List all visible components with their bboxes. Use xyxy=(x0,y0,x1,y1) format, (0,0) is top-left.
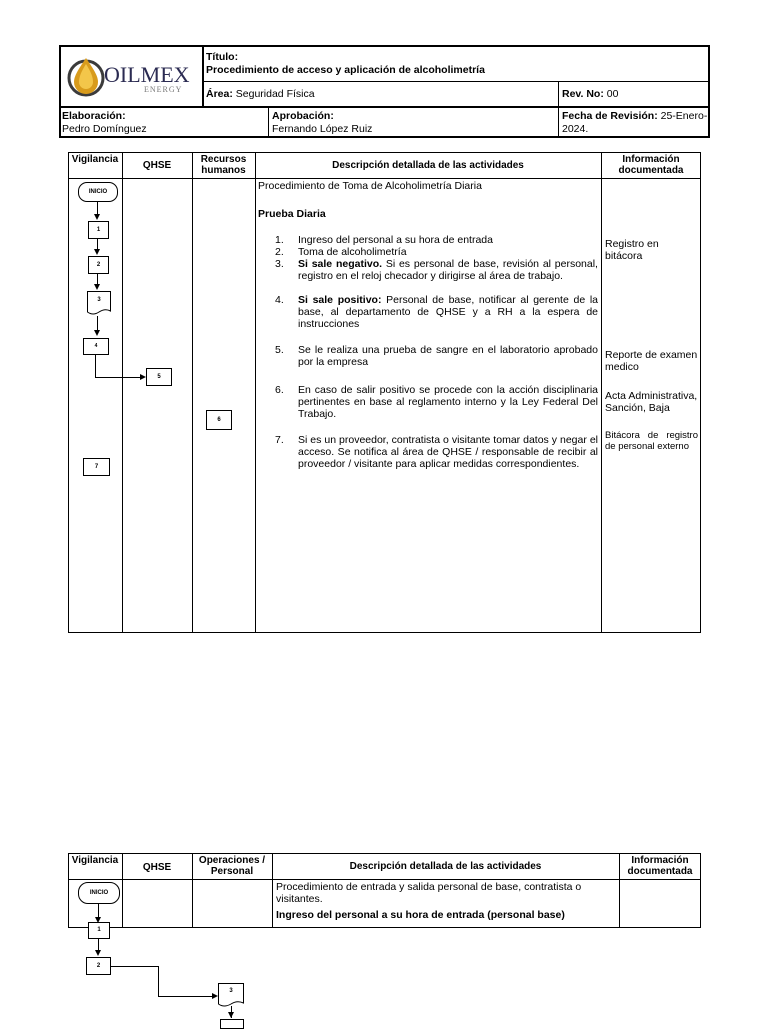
flow2-step-1: 1 xyxy=(88,922,110,939)
procedure2-intro: Procedimiento de entrada y salida personal de base, contratista o visitantes. xyxy=(276,881,582,905)
flow-step-3: 3 xyxy=(97,297,101,303)
title-label: Título: xyxy=(206,51,239,63)
fecha-label: Fecha de Revisión: xyxy=(562,110,658,122)
aprobacion-label: Aprobación: xyxy=(272,110,334,122)
rev-value: 00 xyxy=(606,88,619,100)
step-item: 5. Se le realiza una prueba de sangre en el laboratorio aprobado por la empresa xyxy=(275,344,598,368)
flow2-step-3: 3 xyxy=(229,988,233,994)
col-info-line1: Información xyxy=(622,154,680,165)
company-name: OILMEX xyxy=(104,62,190,87)
rev-field xyxy=(562,88,618,100)
procedure-subtitle: Prueba Diaria xyxy=(258,208,326,220)
area-field xyxy=(206,88,315,100)
company-subname: ENERGY xyxy=(144,85,183,94)
col2-operaciones xyxy=(192,855,272,877)
col2-info-line1: Información xyxy=(631,855,689,866)
col2-ops-line1: Operaciones / xyxy=(198,855,266,866)
col2-descripcion: Descripción detallada de las actividades xyxy=(349,861,542,872)
flow-step-7: 7 xyxy=(83,458,110,476)
col2-ops-line2: Personal xyxy=(210,866,254,877)
col2-vigilancia: Vigilancia xyxy=(71,855,119,866)
procedure2-subtitle: Ingreso del personal a su hora de entrada (personal base) xyxy=(276,909,565,921)
col2-info-line2: documentada xyxy=(627,866,693,877)
oil-drop-icon xyxy=(66,54,106,98)
flow2-inicio: INICIO xyxy=(78,882,120,904)
fecha-value-2: 2024. xyxy=(562,123,589,135)
rev-label: Rev. No: xyxy=(562,88,604,100)
elaboracion-label: Elaboración: xyxy=(62,110,126,122)
step-item: 4. Si sale positivo: Personal de base, notificar al gerente de la base, al departamento de QHSE y a RH a la espera de instrucciones xyxy=(275,294,598,330)
col-rrhh-line2: humanos xyxy=(201,165,246,176)
flow-step-6: 6 xyxy=(206,410,232,430)
flow2-step-2: 2 xyxy=(86,957,111,975)
info-reporte: Reporte de examen medico xyxy=(605,349,698,373)
col-info-line2: documentada xyxy=(618,165,684,176)
flow-step-1: 1 xyxy=(88,221,109,239)
steps-list xyxy=(258,234,598,470)
step-item: 1. Ingreso del personal a su hora de entrada xyxy=(275,234,493,246)
procedure-intro: Procedimiento de Toma de Alcoholimetría Diaria xyxy=(258,180,482,192)
flow-step-2: 2 xyxy=(88,256,109,274)
col-informacion xyxy=(601,154,701,176)
info-registro: Registro en bitácora xyxy=(605,238,659,262)
aprobacion-value: Fernando López Ruiz xyxy=(272,123,373,135)
fecha-value-1: 25-Enero- xyxy=(660,110,708,122)
fecha-field xyxy=(562,110,707,122)
flow-step-5: 5 xyxy=(146,368,172,386)
col-recursos-humanos xyxy=(192,154,255,176)
col-rrhh-line1: Recursos xyxy=(200,154,247,165)
flow-step-4: 4 xyxy=(83,338,109,355)
area-label: Área: xyxy=(206,88,233,100)
info-bitacora: Bitácora de registro de personal externo xyxy=(605,430,698,452)
info-acta: Acta Administrativa, Sanción, Baja xyxy=(605,390,698,414)
step-item: 3. Si sale negativo. Si es personal de base, revisión al personal, registro en el reloj checador y dirigirse al área de trabajo. xyxy=(275,258,598,282)
flow-inicio: INICIO xyxy=(78,182,118,202)
flow-step-3-document xyxy=(87,291,111,317)
area-value: Seguridad Física xyxy=(235,88,315,100)
step-item: 6. En caso de salir positivo se procede con la acción disciplinaria pertinentes en base al reglamento interno y la Ley Federal Del Trabajo. xyxy=(275,384,598,420)
col2-qhse: QHSE xyxy=(142,862,172,873)
col-qhse: QHSE xyxy=(142,160,172,171)
elaboracion-value: Pedro Domínguez xyxy=(62,123,147,135)
col2-informacion xyxy=(619,855,701,877)
flow2-step-4-partial xyxy=(220,1019,244,1029)
step-item: 7. Si es un proveedor, contratista o visitante tomar datos y negar el acceso. Se notifica al área de QHSE / responsable de recibir al proveedor / visitante para aplicar medidas correspondientes. xyxy=(275,434,598,470)
company-logo xyxy=(64,52,200,100)
col-descripcion: Descripción detallada de las actividades xyxy=(332,160,524,171)
title-value: Procedimiento de acceso y aplicación de alcoholimetría xyxy=(206,64,485,76)
step-item: 2. Toma de alcoholimetría xyxy=(275,246,407,258)
col-vigilancia: Vigilancia xyxy=(71,154,119,165)
